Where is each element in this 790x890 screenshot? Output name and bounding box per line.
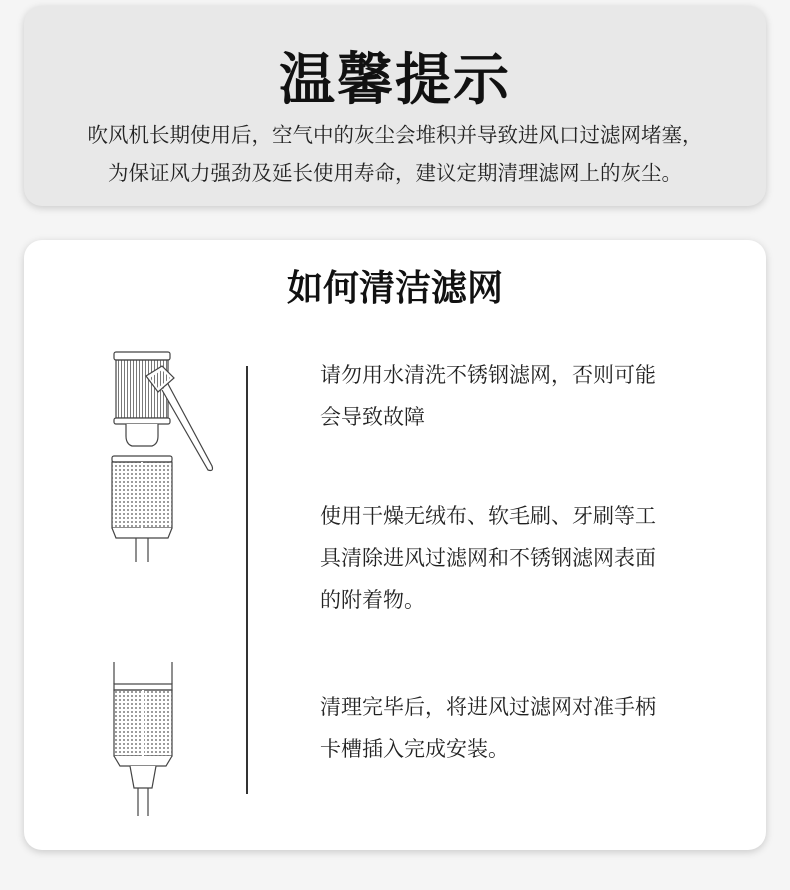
brush-cleaning-filter-illustration (102, 348, 222, 568)
step-line: 会导致故障 (320, 405, 425, 429)
step-3-text (320, 686, 720, 770)
step-1-text (320, 354, 720, 438)
clean-card (24, 240, 766, 850)
step-line: 使用干燥无绒布、软毛刷、牙刷等工 (320, 504, 656, 528)
tip-line: 为保证风力强劲及延长使用寿命，建议定期清理滤网上的灰尘。 (108, 161, 682, 185)
filter-installed-illustration (102, 658, 192, 823)
step-line: 清理完毕后，将进风过滤网对准手柄 (320, 695, 656, 719)
tip-card (24, 6, 766, 206)
step-2-text (320, 495, 720, 621)
step-line: 请勿用水清洗不锈钢滤网，否则可能 (320, 363, 656, 387)
tip-title: 温馨提示 (279, 48, 511, 113)
step-line: 卡槽插入完成安装。 (320, 737, 509, 761)
tip-body (24, 116, 766, 192)
vertical-divider (246, 366, 248, 794)
clean-title: 如何清洁滤网 (286, 268, 503, 309)
step-line: 具清除进风过滤网和不锈钢滤网表面 (320, 546, 656, 570)
step-line: 的附着物。 (320, 588, 425, 612)
tip-line: 吹风机长期使用后，空气中的灰尘会堆积并导致进风口过滤网堵塞， (87, 123, 703, 147)
